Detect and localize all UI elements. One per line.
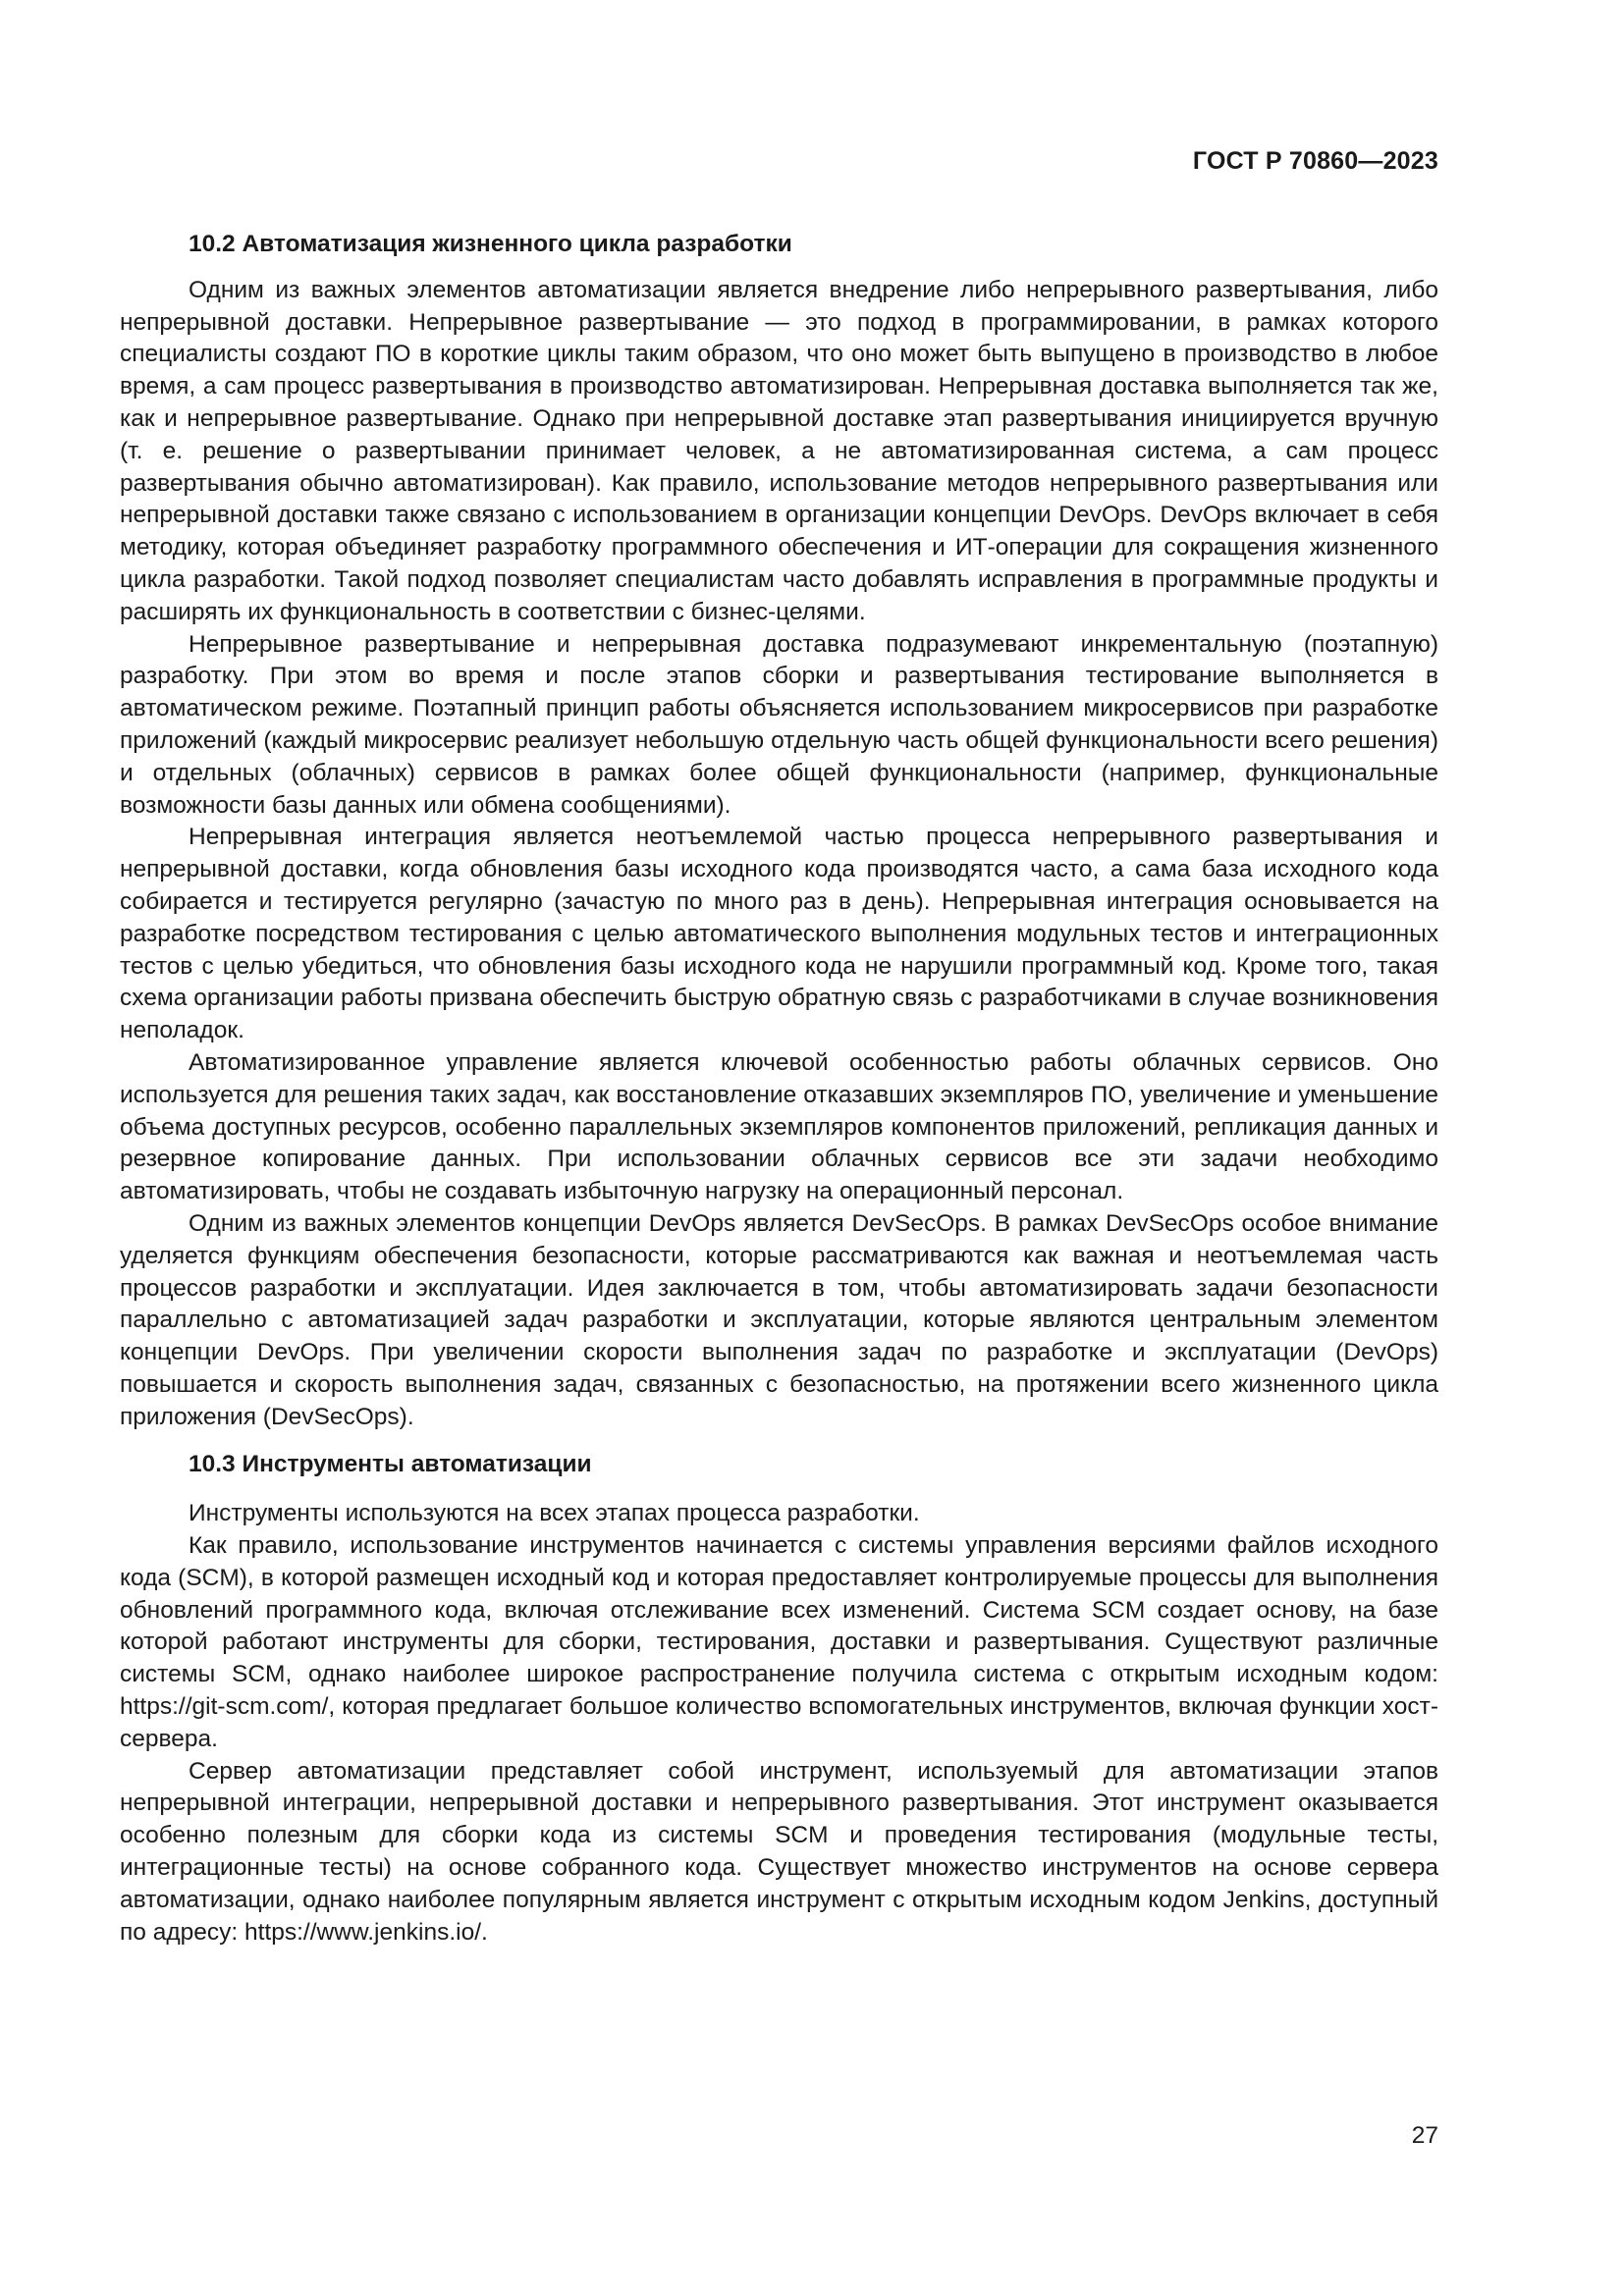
standard-code-header: ГОСТ Р 70860—2023 [1192,147,1438,175]
section-heading-10-3: 10.3 Инструменты автоматизации [189,1451,592,1478]
paragraph: Непрерывная интеграция является неотъемлемой частью процесса непрерывного развертывания и непрерывной доставки, когда обновления базы исходного кода производятся часто, а сама база исходного кода собирается и тестируется регулярно (зачастую по много раз в день). Непрерывная интеграция основывается на разработке посредством тестирования с целью автоматического выполнения модульных тестов и интеграционных тестов с целью убедиться, что обновления базы исходного кода не нарушили программный код. Кроме того, такая схема организации работы призвана обеспечить быструю обратную связь с разработчиками в случае возникновения неполадок. [120,824,1438,1044]
paragraph: Непрерывное развертывание и непрерывная доставка подразумевают инкрементальную (поэтапную) разработку. При этом во время и после этапов сборки и развертывания тестирование выполняется в автоматическом режиме. Поэтапный принцип работы объясняется использованием микросервисов при разработке приложений (каждый микросервис реализует небольшую отдельную часть общей функциональности всего решения) и отдельных (облачных) сервисов в рамках более общей функциональности (например, функциональные возможности базы данных или обмена сообщениями). [120,630,1438,819]
paragraph: Сервер автоматизации представляет собой инструмент, используемый для автоматизации этапов непрерывной интеграции, непрерывной доставки и непрерывного развертывания. Этот инструмент оказывается особенно полезным для сборки кода из системы SCM и проведения тестирования (модульные тесты, интеграционные тесты) на основе собранного кода. Существует множество инструментов на основе сервера автоматизации, однако наиболее популярным является инструмент с открытым исходным кодом Jenkins, доступный по адресу: https://www.jenkins.io/. [120,1757,1438,1946]
section-heading-10-2: 10.2 Автоматизация жизненного цикла разработки [189,231,792,257]
page-content [120,229,1438,1949]
paragraph: Одним из важных элементов автоматизации является внедрение либо непрерывного развертывания, либо непрерывной доставки. Непрерывное развертывание — это подход в программировании, в рамках которого специалисты создают ПО в короткие циклы таким образом, что оно может быть выпущено в производство в любое время, а сам процесс развертывания в производство автоматизирован. Непрерывная доставка выполняется так же, как и непрерывное развертывание. Однако при непрерывной доставке этап развертывания инициируется вручную (т. е. решение о развертывании принимает человек, а не автоматизированная система, а сам процесс развертывания обычно автоматизирован). Как правило, использование методов непрерывного развертывания или непрерывной доставки также связано с использованием в организации концепции DevOps. DevOps включает в себя методику, которая объединяет разработку программного обеспечения и ИТ-операции для сокращения жизненного цикла разработки. Такой подход позволяет специалистам часто добавлять исправления в программные продукты и расширять их функциональность в соответствии с бизнес-целями. [120,276,1438,625]
page-number: 27 [1411,2122,1438,2149]
paragraph: Одним из важных элементов концепции DevOps является DevSecOps. В рамках DevSecOps особое внимание уделяется функциям обеспечения безопасности, которые рассматриваются как важная и неотъемлемая часть процессов разработки и эксплуатации. Идея заключается в том, чтобы автоматизировать задачи безопасности параллельно с автоматизацией задач разработки и эксплуатации, которые являются центральным элементом концепции DevOps. При увеличении скорости выполнения задач по разработке и эксплуатации (DevOps) повышается и скорость выполнения задач, связанных с безопасностью, на протяжении всего жизненного цикла приложения (DevSecOps). [120,1209,1438,1430]
paragraph: Как правило, использование инструментов начинается с системы управления версиями файлов исходного кода (SCM), в которой размещен исходный код и которая предоставляет контролируемые процессы для выполнения обновлений программного кода, включая отслеживание всех изменений. Система SCM создает основу, на базе которой работают инструменты для сборки, тестирования, доставки и развертывания. Существуют различные системы SCM, однако наиболее широкое распространение получила система с открытым исходным кодом: https://git-scm.com/, которая предлагает большое количество вспомогательных инструментов, включая функции хост-сервера. [120,1532,1438,1752]
paragraph: Автоматизированное управление является ключевой особенностью работы облачных сервисов. Оно используется для решения таких задач, как восстановление отказавших экземпляров ПО, увеличение и уменьшение объема доступных ресурсов, особенно параллельных экземпляров компонентов приложений, репликация данных и резервное копирование данных. При использовании облачных сервисов все эти задачи необходимо автоматизировать, чтобы не создавать избыточную нагрузку на операционный персонал. [120,1048,1438,1205]
paragraph: Инструменты используются на всех этапах процесса разработки. [189,1500,920,1527]
